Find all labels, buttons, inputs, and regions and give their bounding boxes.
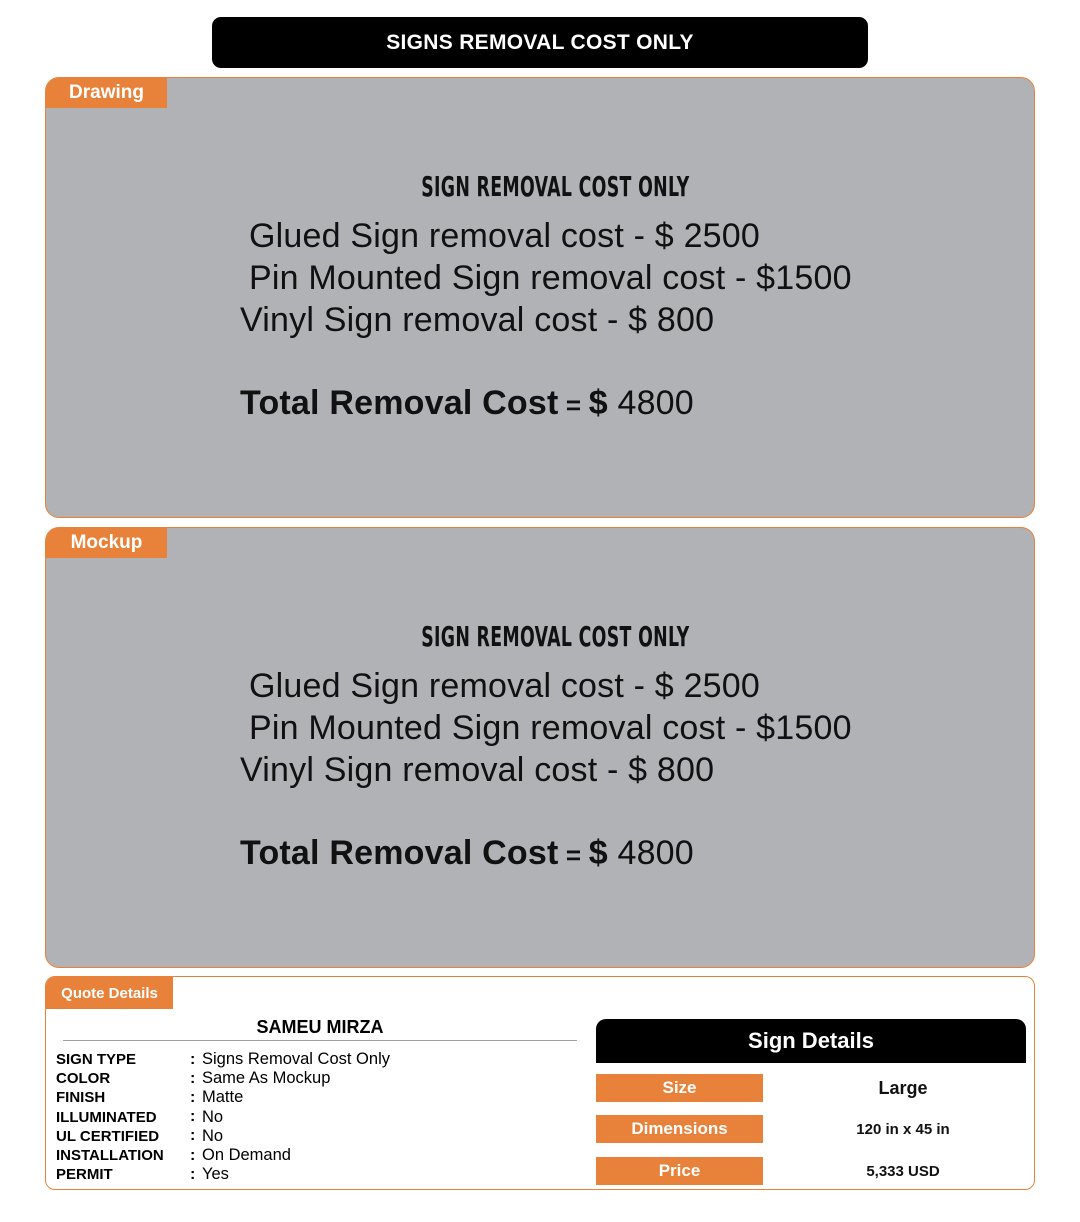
pin-label: Pin Mounted Sign removal cost - $ (249, 709, 776, 747)
total-value: 4800 (607, 834, 694, 872)
pin-label: Pin Mounted Sign removal cost - $ (249, 259, 776, 297)
spec-row-permit (56, 1165, 390, 1184)
spec-row-ul-certified (56, 1127, 390, 1146)
drawing-tab: Drawing (46, 78, 167, 108)
total-equals: = (558, 840, 589, 870)
spec-row-installation (56, 1146, 390, 1165)
mockup-glued-line (249, 667, 760, 706)
vinyl-value: 800 (656, 751, 715, 789)
pin-value: 1500 (775, 259, 852, 297)
drawing-total-line (240, 384, 694, 423)
spec-colon: : (190, 1050, 196, 1068)
spec-key: FINISH (56, 1089, 106, 1107)
dimensions-label: Dimensions (596, 1115, 763, 1143)
glued-label: Glued Sign removal cost - $ (249, 667, 684, 705)
mockup-heading (46, 620, 1034, 653)
vinyl-label: Vinyl Sign removal cost - $ (240, 751, 657, 789)
price-value: 5,333 USD (866, 1162, 940, 1180)
total-currency: $ (588, 384, 608, 422)
mockup-heading-text: SIGN REMOVAL COST ONLY (420, 620, 690, 653)
drawing-glued-line (249, 217, 760, 256)
price-label: Price (596, 1157, 763, 1185)
spec-row-finish (56, 1088, 390, 1107)
drawing-panel (45, 77, 1035, 518)
size-label: Size (596, 1074, 763, 1102)
total-currency: $ (588, 834, 608, 872)
spec-key: UL CERTIFIED (56, 1127, 160, 1145)
glued-label: Glued Sign removal cost - $ (249, 217, 684, 255)
spec-row-illuminated (56, 1108, 390, 1127)
drawing-vinyl-line (240, 301, 714, 340)
mockup-vinyl-line (240, 751, 714, 790)
spec-value: No (202, 1126, 224, 1145)
spec-row-color (56, 1069, 390, 1088)
spec-key: PERMIT (56, 1166, 113, 1184)
page-title: SIGNS REMOVAL COST ONLY (212, 17, 868, 68)
dimensions-value: 120 in x 45 in (856, 1120, 950, 1138)
spec-colon: : (190, 1165, 196, 1183)
total-label: Total Removal Cost (240, 384, 559, 422)
drawing-heading-text: SIGN REMOVAL COST ONLY (420, 170, 690, 203)
glued-value: 2500 (683, 667, 761, 705)
drawing-heading (46, 170, 1034, 203)
spec-colon: : (190, 1088, 196, 1106)
vinyl-label: Vinyl Sign removal cost - $ (240, 301, 657, 339)
spec-row-sign-type (56, 1050, 390, 1069)
spec-colon: : (190, 1069, 196, 1087)
spec-key: COLOR (56, 1070, 111, 1088)
vinyl-value: 800 (656, 301, 715, 339)
spec-value: On Demand (202, 1146, 291, 1165)
size-value: Large (878, 1077, 928, 1098)
drawing-pin-line (249, 259, 852, 298)
divider (63, 1040, 577, 1041)
spec-value: Same As Mockup (202, 1069, 331, 1088)
total-label: Total Removal Cost (240, 834, 559, 872)
spec-value: Matte (202, 1088, 244, 1107)
mockup-panel (45, 527, 1035, 968)
sign-details-header: Sign Details (596, 1019, 1026, 1063)
spec-key: SIGN TYPE (56, 1051, 137, 1069)
quote-details-tab: Quote Details (46, 977, 173, 1009)
mockup-pin-line (249, 709, 852, 748)
customer-name: SAMEU MIRZA (256, 1017, 384, 1037)
spec-value: Yes (202, 1165, 229, 1184)
spec-colon: : (190, 1127, 196, 1145)
total-equals: = (558, 390, 589, 420)
pin-value: 1500 (775, 709, 852, 747)
spec-value: Signs Removal Cost Only (202, 1050, 390, 1069)
spec-colon: : (190, 1108, 196, 1126)
total-value: 4800 (607, 384, 694, 422)
spec-key: INSTALLATION (56, 1147, 164, 1165)
mockup-tab: Mockup (46, 528, 167, 558)
spec-list (56, 1050, 390, 1184)
quote-details-box (45, 976, 1035, 1190)
spec-key: ILLUMINATED (56, 1108, 157, 1126)
glued-value: 2500 (683, 217, 761, 255)
spec-value: No (202, 1107, 224, 1126)
mockup-total-line (240, 834, 694, 873)
spec-colon: : (190, 1146, 196, 1164)
